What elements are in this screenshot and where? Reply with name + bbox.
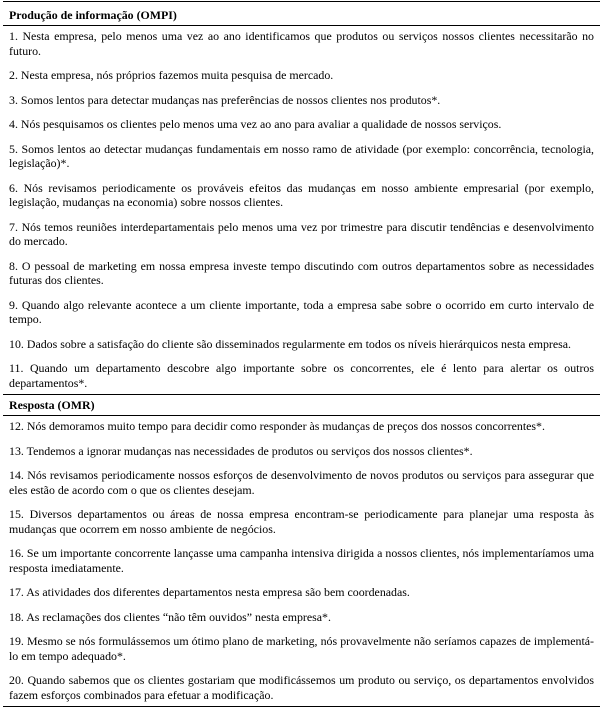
list-item	[3, 468, 600, 497]
item-number: 20.	[9, 673, 24, 687]
item-text: As reclamações dos clientes “não têm ouvidos” nesta empresa*.	[26, 609, 331, 624]
top-rule	[3, 1, 600, 2]
item-text: Somos lentos ao detectar mudanças fundamentais em nosso ramo de atividade (por exemplo: concorrência, tecnologia, legislação)*.	[9, 141, 594, 170]
item-number: 9.	[9, 297, 18, 312]
list-item	[3, 419, 600, 434]
item-text: Nesta empresa, pelo menos uma vez ao ano identificamos que produtos ou serviços nossos clientes necessitarão no futuro.	[9, 29, 594, 58]
item-text: Nós temos reuniões interdepartamentais pelo menos uma vez por trimestre para discutir tendências e desenvolvimento do mercado.	[9, 219, 594, 248]
item-text: Quando algo relevante acontece a um cliente importante, toda a empresa sabe sobre o ocorrido em curto intervalo de tempo.	[9, 297, 594, 326]
item-text: Nós pesquisamos os clientes pelo menos uma vez ao ano para avaliar a qualidade de nossos serviços.	[20, 117, 502, 131]
list-item	[3, 361, 600, 390]
list-item	[3, 444, 600, 459]
item-text: Somos lentos para detectar mudanças nas preferências de nossos clientes nos produtos*.	[20, 92, 441, 107]
item-number: 5.	[9, 141, 18, 156]
item-text: Se um importante concorrente lançasse uma campanha intensiva dirigida a nossos clientes, nós implementaríamos uma resposta imediatamente.	[9, 546, 594, 575]
item-number: 13.	[9, 443, 24, 458]
item-text: Diversos departamentos ou áreas de nossa empresa encontram-se periodicamente para planejar uma resposta às mudanças que ocorrem em nosso ambiente de negócios.	[9, 507, 594, 536]
item-text: Quando sabemos que os clientes gostariam que modificássemos um produto ou serviço, os departamentos envolvidos fazem esforços combinados para efetuar a modificação.	[9, 673, 594, 702]
item-text: Nós revisamos periodicamente nossos esforços de desenvolvimento de novos produtos ou serviços para assegurar que eles estão de acordo com o que os clientes desejam.	[9, 468, 594, 497]
item-number: 11.	[9, 361, 24, 375]
list-item	[3, 181, 600, 210]
item-number: 2.	[9, 68, 18, 82]
list-item	[3, 634, 600, 663]
item-number: 19.	[9, 634, 24, 648]
list-item	[3, 220, 600, 249]
item-number: 12.	[9, 419, 24, 433]
ompi-item-list	[3, 26, 600, 390]
list-item	[3, 68, 600, 83]
item-text: Nós demoramos muito tempo para decidir como responder às mudanças de preços dos nossos concorrentes*.	[26, 419, 545, 433]
item-number: 8.	[9, 258, 18, 273]
item-number: 4.	[9, 117, 18, 131]
list-item	[3, 93, 600, 108]
list-item	[3, 337, 600, 352]
item-text: Nós revisamos periodicamente os prováveis efeitos das mudanças em nosso ambiente empresarial (por exemplo, legislação, mudanças na economia) sobre nossos clientes.	[9, 180, 594, 209]
item-number: 17.	[9, 585, 24, 599]
item-number: 16.	[9, 546, 24, 560]
item-text: Quando um departamento descobre algo importante sobre os concorrentes, ele é lento para alertar os outros departamentos*.	[9, 361, 594, 390]
list-item	[3, 142, 600, 171]
item-text: As atividades dos diferentes departamentos nesta empresa são bem coordenadas.	[26, 585, 410, 599]
list-item	[3, 259, 600, 288]
section-title-ompi: Produção de informação (OMPI)	[9, 8, 177, 22]
item-text: Tendemos a ignorar mudanças nas necessidades de produtos ou serviços dos nossos clientes*.	[26, 443, 473, 458]
list-item	[3, 610, 600, 625]
item-number: 14.	[9, 468, 24, 482]
list-item	[3, 298, 600, 327]
list-item	[3, 585, 600, 600]
questionnaire-table	[3, 1, 600, 707]
item-number: 15.	[9, 507, 24, 521]
item-number: 3.	[9, 92, 18, 107]
omr-item-list	[3, 416, 600, 702]
list-item	[3, 507, 600, 536]
item-text: Dados sobre a satisfação do cliente são disseminados regularmente em todos os níveis hierárquicos nesta empresa.	[26, 336, 572, 351]
item-text: Mesmo se nós formulássemos um ótimo plano de marketing, nós provavelmente não seríamos capazes de implementá-lo em tempo adequado*.	[9, 634, 594, 663]
item-number: 7.	[9, 219, 18, 234]
list-item	[3, 546, 600, 575]
list-item	[3, 117, 600, 132]
list-item	[3, 29, 600, 58]
list-item	[3, 673, 600, 702]
item-text: O pessoal de marketing em nossa empresa investe tempo discutindo com outros departamentos sobre as necessidades futuras dos clientes.	[9, 258, 594, 287]
item-text: Nesta empresa, nós próprios fazemos muita pesquisa de mercado.	[20, 68, 334, 82]
section-title-omr: Resposta (OMR)	[9, 398, 95, 412]
item-number: 18.	[9, 609, 24, 624]
item-number: 1.	[9, 29, 18, 43]
item-number: 6.	[9, 180, 18, 195]
item-number: 10.	[9, 336, 24, 351]
